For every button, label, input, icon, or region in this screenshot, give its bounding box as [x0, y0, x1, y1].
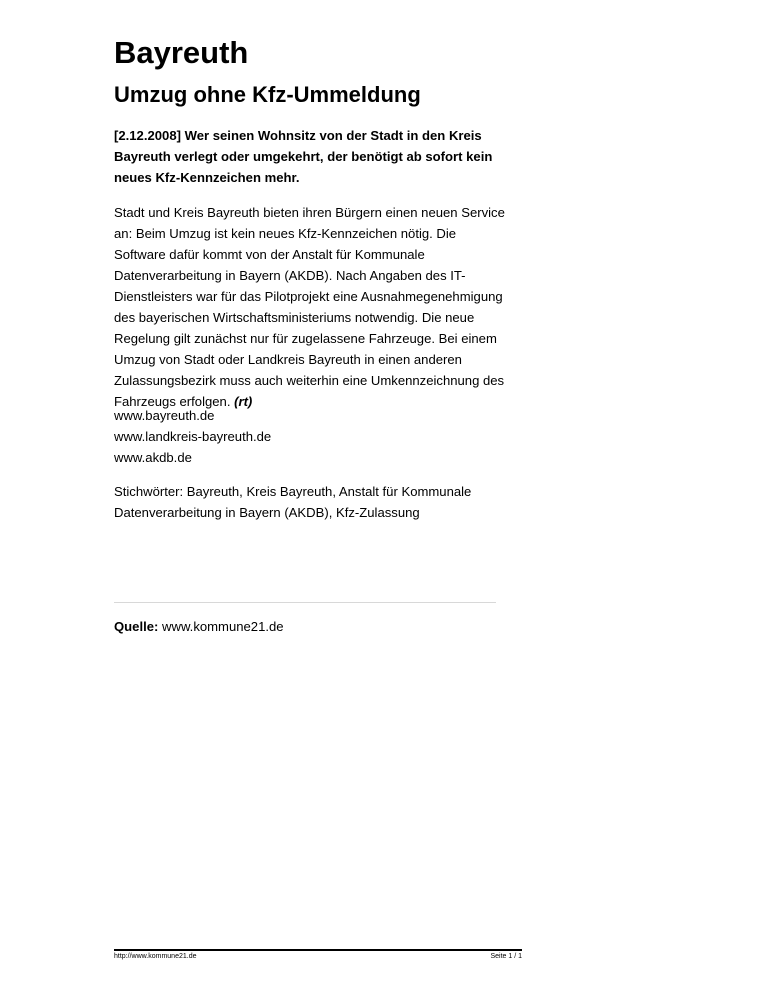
article-source: [114, 616, 284, 637]
link-list: [114, 405, 271, 468]
link-landkreis-bayreuth[interactable]: www.landkreis-bayreuth.de: [114, 429, 272, 444]
article-body: [114, 202, 509, 412]
article-lead: [2.12.2008] Wer seinen Wohnsitz von der Stadt in den Kreis Bayreuth verlegt oder umgekehrt, der benötigt ab sofort kein neues Kfz-Kennzeichen mehr.: [114, 128, 493, 185]
footer-page-number: Seite 1 / 1: [490, 953, 522, 960]
link-akdb[interactable]: www.akdb.de: [114, 450, 192, 465]
source-value: www.kommune21.de: [162, 619, 284, 634]
article-subtitle: Umzug ohne Kfz-Ummeldung: [114, 82, 421, 107]
article-body-text: Stadt und Kreis Bayreuth bieten ihren Bürgern einen neuen Service an: Beim Umzug ist kein neues Kfz-Kennzeichen nötig. Die Software dafür kommt von der Anstalt für Kommunale Datenverarbeitung in Bayern (AKDB). Nach Angaben des IT-Dienstleisters war für das Pilotprojekt eine Ausnahmegenehmigung des bayerischen Wirtschaftsministeriums notwendig. Die neue Regelung gilt zunächst nur für zugelassene Fahrzeuge. Bei einem Umzug von Stadt oder Landkreis Bayreuth in einen anderen Zulassungsbezirk muss auch weiterhin eine Umkennzeichnung des Fahrzeugs erfolgen.: [114, 205, 505, 409]
content-divider: [114, 602, 496, 603]
article-tags: Stichwörter: Bayreuth, Kreis Bayreuth, Anstalt für Kommunale Datenverarbeitung in Bayern (AKDB), Kfz-Zulassung: [114, 484, 472, 520]
footer-url: http://www.kommune21.de: [114, 953, 197, 960]
link-bayreuth[interactable]: www.bayreuth.de: [114, 408, 215, 423]
page-title: Bayreuth: [114, 35, 249, 70]
article-author: (rt): [234, 394, 253, 409]
source-label: Quelle:: [114, 619, 159, 634]
footer-divider: [114, 949, 522, 951]
